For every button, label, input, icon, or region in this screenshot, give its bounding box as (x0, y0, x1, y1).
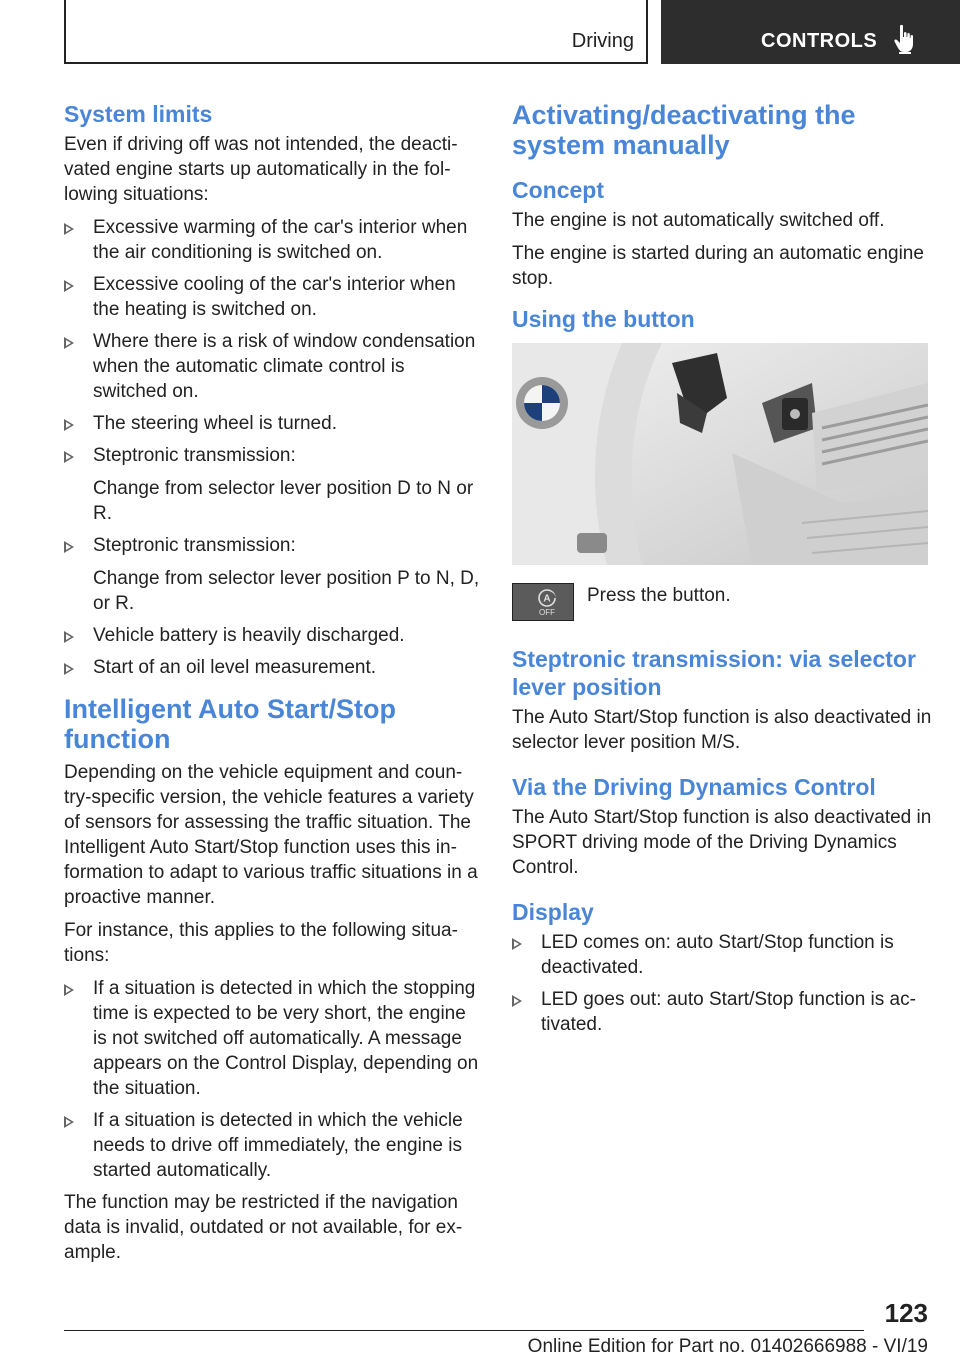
triangle-bullet-icon (64, 451, 74, 463)
list-item: LED comes on: auto Start/Stop function is deactivated. (512, 930, 932, 980)
svg-text:A: A (543, 593, 551, 605)
pointing-hand-icon (893, 24, 917, 54)
list-item: Excessive warming of the car's interior when the air conditioning is switched on. (64, 215, 482, 265)
dashboard-photo (512, 343, 928, 565)
steptronic-paragraph: The Auto Start/Stop function is also deactivated in selector lever position M/S. (512, 707, 932, 753)
heading-intelligent-auto-start-stop: Intelligent Auto Start/Stop function (64, 694, 396, 754)
footer-divider (64, 1330, 864, 1331)
heading-manual: Activating/deactivating the system manually (512, 100, 856, 160)
list-item: LED goes out: auto Start/Stop function is ac-tivated. (512, 987, 932, 1037)
concept-paragraph-1: The engine is not automatically switched off. (512, 210, 885, 231)
heading-steptronic: Steptronic transmission: via selector lever position (512, 646, 916, 700)
list-item: If a situation is detected in which the stopping time is expected to be very short, the engine is not switched off automatically. A message appears on the Control Display, depending on the situation. (64, 976, 482, 1101)
triangle-bullet-icon (64, 1116, 74, 1128)
page-number: 123 (884, 1298, 928, 1328)
page-header (64, 0, 960, 66)
right-column (512, 100, 932, 1044)
dynamics-paragraph: The Auto Start/Stop function is also deactivated in SPORT driving mode of the Driving Dynamics Control. (512, 807, 932, 878)
list-item: The steering wheel is turned. (64, 411, 482, 436)
triangle-bullet-icon (512, 995, 522, 1007)
header-chapter-box (64, 0, 648, 64)
heading-driving-dynamics: Via the Driving Dynamics Control (512, 774, 876, 800)
triangle-bullet-icon (64, 223, 74, 235)
list-item: If a situation is detected in which the vehicle needs to drive off immediately, the engine is started automatically. (64, 1108, 482, 1183)
edition-text: Online Edition for Part no. 01402666988 - VI/19 (527, 1336, 928, 1357)
triangle-bullet-icon (64, 419, 74, 431)
intelligent-paragraph: Depending on the vehicle equipment and coun-try-specific version, the vehicle features a variety of sensors for assessing the traffic situation. The Intelligent Auto Start/Stop function uses this in-formation to adapt to various traffic situations in a proactive manner. (64, 762, 478, 908)
heading-system-limits: System limits (64, 101, 213, 127)
left-column (64, 100, 482, 1273)
limits-intro: Even if driving off was not intended, the deacti-vated engine starts up automatically in the fol-lowing situations: (64, 134, 458, 205)
intelligent-list (64, 976, 482, 1183)
press-button-text: Press the button. (587, 585, 731, 606)
header-section: CONTROLS (761, 30, 878, 52)
heading-concept: Concept (512, 177, 604, 203)
triangle-bullet-icon (64, 631, 74, 643)
display-list (512, 930, 932, 1037)
heading-using-button: Using the button (512, 306, 695, 332)
svg-text:OFF: OFF (539, 608, 555, 617)
header-section-tab (661, 0, 960, 64)
limits-list (64, 215, 482, 680)
heading-display: Display (512, 899, 594, 925)
triangle-bullet-icon (64, 663, 74, 675)
list-item: Vehicle battery is heavily discharged. (64, 623, 482, 648)
list-item: Steptronic transmission: Change from selector lever position D to N or R. (64, 443, 482, 526)
list-item: Start of an oil level measurement. (64, 655, 482, 680)
concept-paragraph-2: The engine is started during an automatic engine stop. (512, 243, 924, 289)
triangle-bullet-icon (64, 280, 74, 292)
dashboard-illustration (512, 343, 928, 565)
triangle-bullet-icon (64, 984, 74, 996)
triangle-bullet-icon (64, 337, 74, 349)
list-item: Excessive cooling of the car's interior when the heating is switched on. (64, 272, 482, 322)
triangle-bullet-icon (64, 541, 74, 553)
restricted-paragraph: The function may be restricted if the navigation data is invalid, outdated or not available, for ex-ample. (64, 1192, 463, 1263)
header-chapter: Driving (571, 30, 634, 52)
auto-start-stop-button-icon (512, 583, 574, 621)
button-instruction (512, 583, 932, 627)
list-item: Where there is a risk of window condensation when the automatic climate control is switched on. (64, 329, 482, 404)
instance-paragraph: For instance, this applies to the following situa-tions: (64, 920, 458, 966)
list-item: Steptronic transmission: Change from selector lever position P to N, D, or R. (64, 533, 482, 616)
triangle-bullet-icon (512, 938, 522, 950)
auto-start-stop-glyph (513, 584, 573, 620)
